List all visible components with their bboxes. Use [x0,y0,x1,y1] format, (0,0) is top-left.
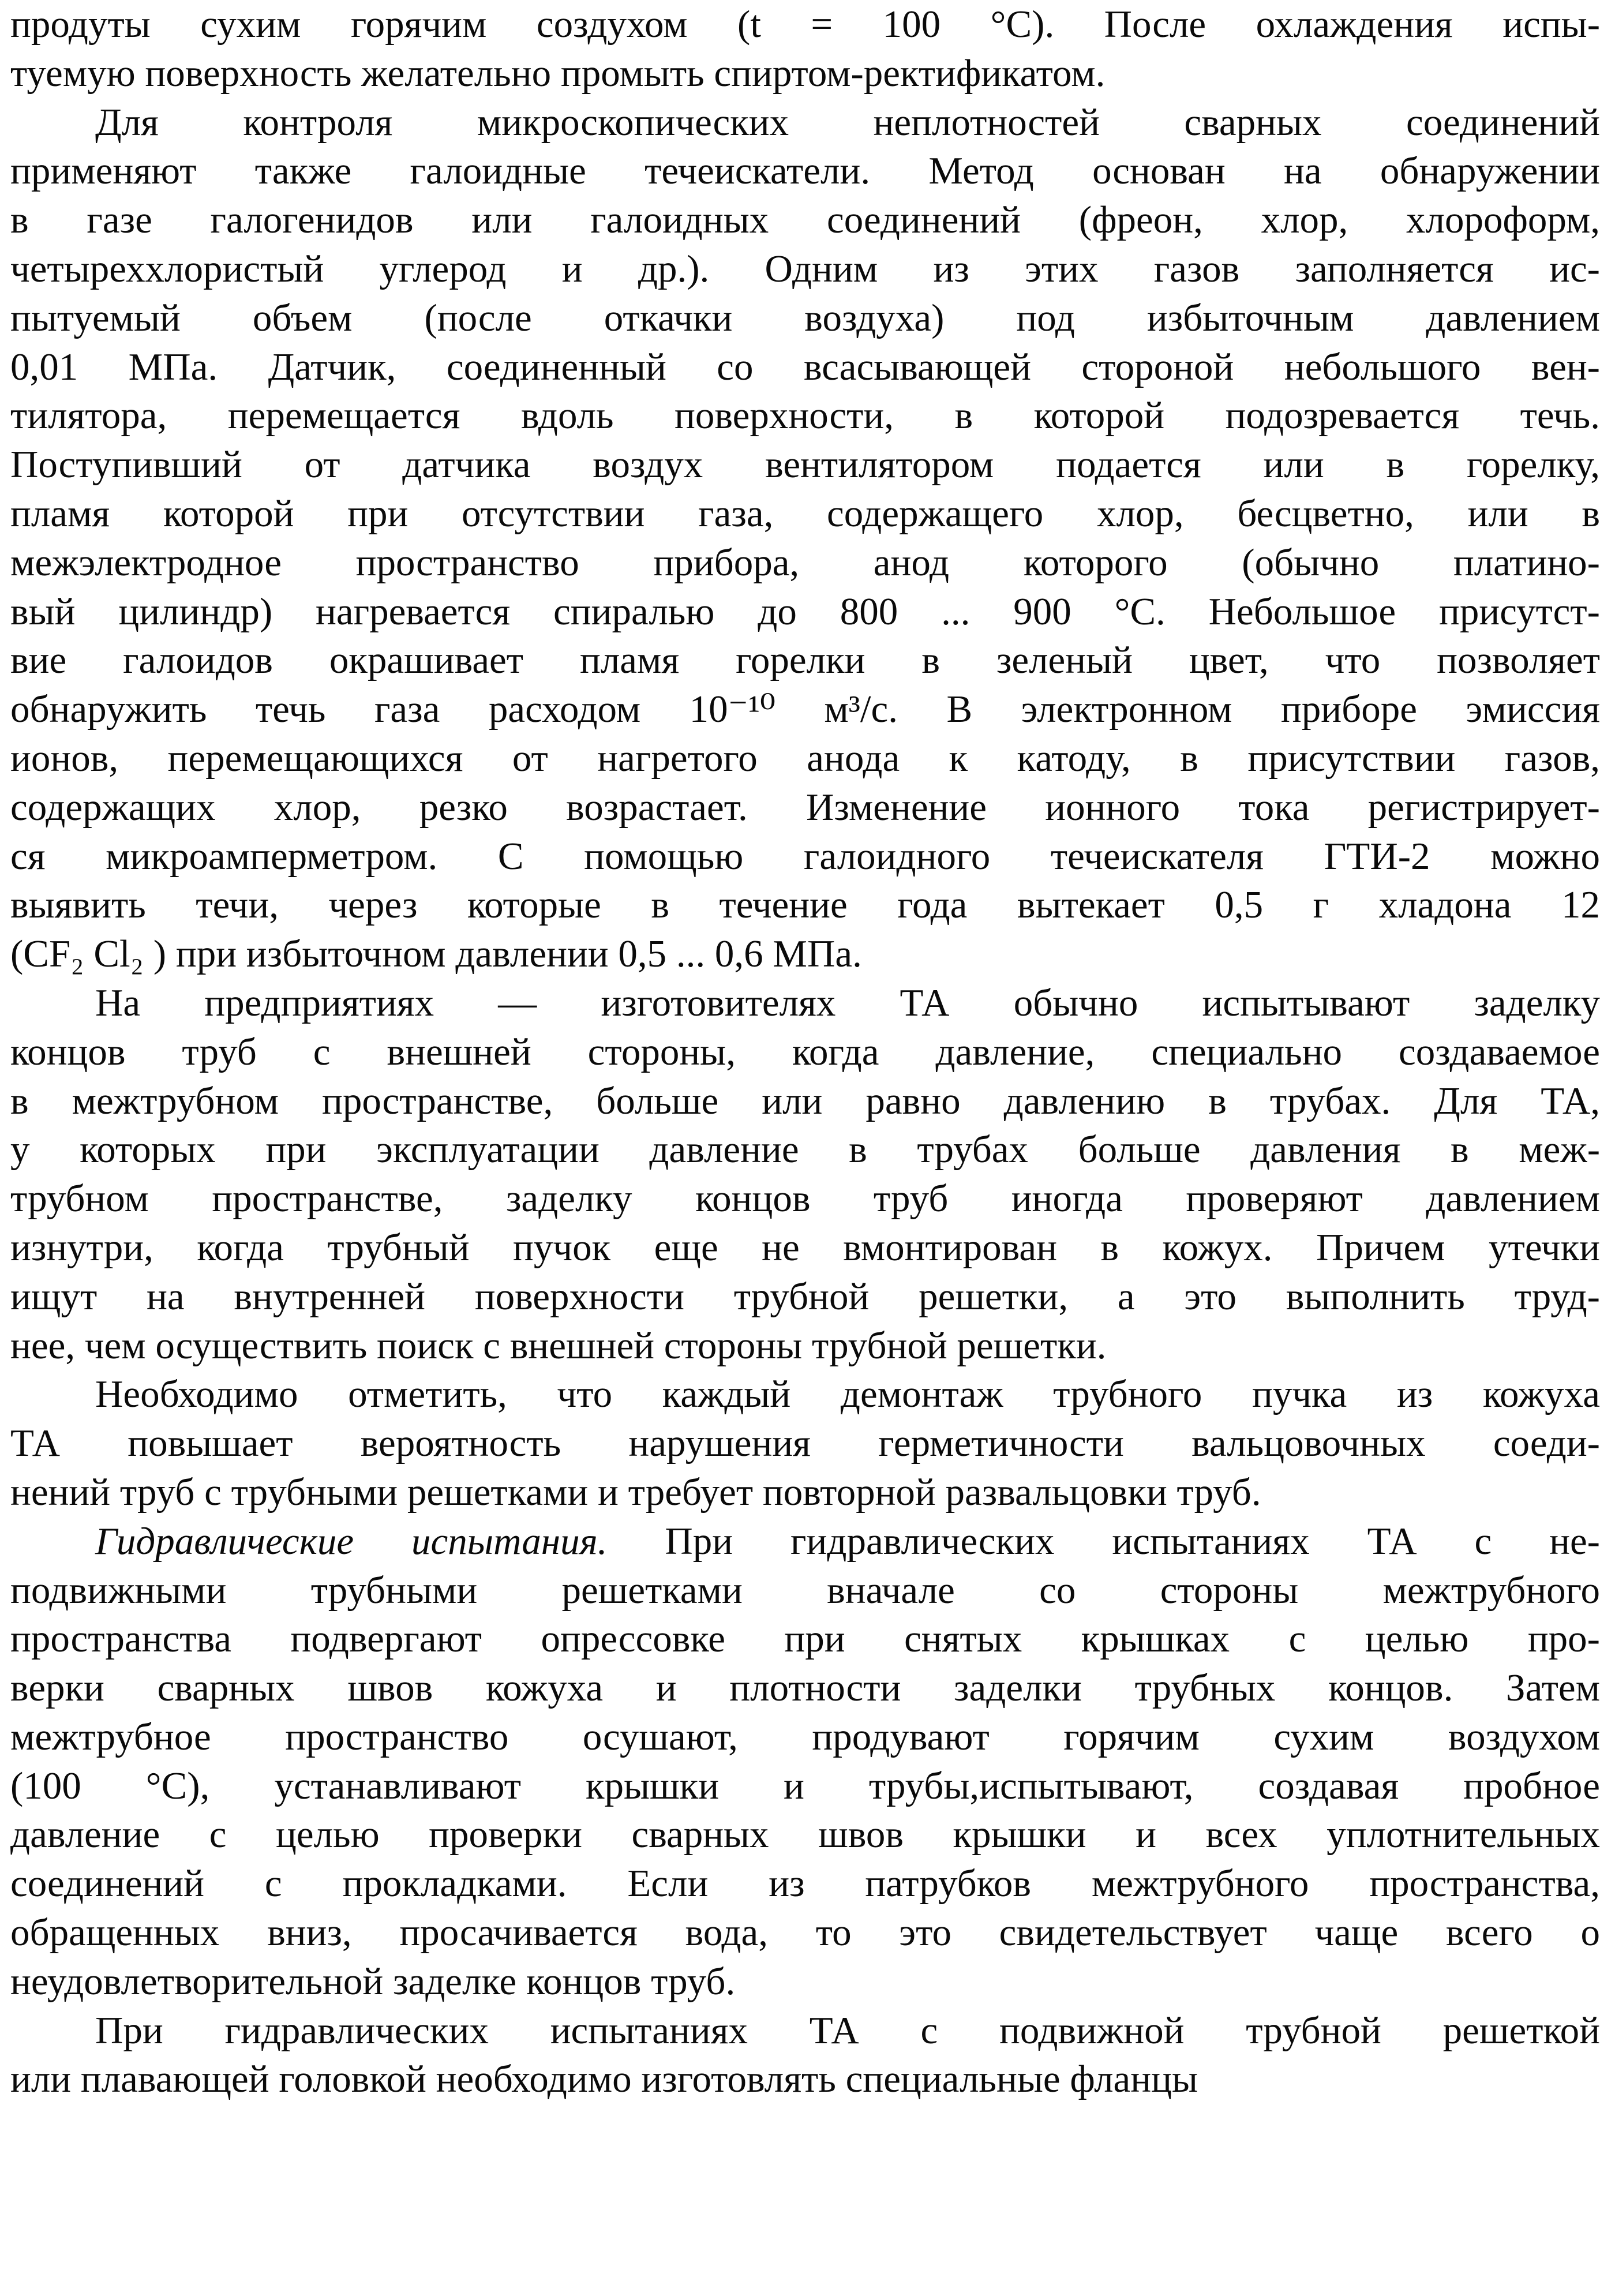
text-line [10,0,1600,49]
paragraph [10,1517,1600,2006]
text-line [10,489,1600,538]
text-line [10,2006,1600,2055]
line-text: (100 °С), устанавливают крышки и трубы,испытывают, создавая пробное [10,1764,1600,1807]
paragraph [10,1370,1600,1516]
line-text: вый цилиндр) нагревается спиралью до 800 ... 900 °С. Небольшое присутст- [10,590,1600,633]
text-line [10,685,1600,734]
line-text: изнутри, когда трубный пучок еще не вмонтирован в кожух. Причем утечки [10,1226,1600,1269]
line-text: давление с целью проверки сварных швов крышки и всех уплотнительных [10,1813,1600,1856]
line-text: подвижными трубными решетками вначале со стороны межтрубного [10,1568,1600,1612]
line-text: или плавающей головкой необходимо изготовлять специальные фланцы [10,2058,1198,2101]
line-text: нений труб с трубными решетками и требует повторной развальцовки труб. [10,1470,1261,1514]
paragraph [10,98,1600,979]
text-line [10,1125,1600,1174]
text-line [10,245,1600,294]
line-text: пламя которой при отсутствии газа, содержащего хлор, бесцветно, или в [10,492,1600,535]
section-run-in-heading: Гидравлические испытания. [95,1519,608,1563]
line-text: продуты сухим горячим создухом (t = 100 °С). После охлаждения испы- [10,3,1600,46]
text-line [10,440,1600,489]
text-line [10,1908,1600,1957]
text-line [10,1028,1600,1077]
line-text: 0,01 МПа. Датчик, соединенный со всасывающей стороной небольшого вен- [10,345,1600,388]
line-text: ищут на внутренней поверхности трубной решетки, а это выполнить труд- [10,1275,1600,1318]
line-text: Для контроля микроскопических неплотностей сварных соединений [95,100,1600,144]
line-text: пространства подвергают опрессовке при снятых крышках с целью про- [10,1617,1600,1661]
line-text: вие галоидов окрашивает пламя горелки в зеленый цвет, что позволяет [10,639,1600,682]
line-text: обращенных вниз, просачивается вода, то это свидетельствует чаще всего о [10,1911,1600,1954]
line-text: четыреххлористый углерод и др.). Одним из этих газов заполняется ис- [10,247,1600,290]
line-text: межтрубное пространство осушают, продувают горячим сухим воздухом [10,1715,1600,1758]
line-text: тилятора, перемещается вдоль поверхности, в которой подозревается течь. [10,394,1600,437]
text-line [10,294,1600,343]
text-line [10,1174,1600,1223]
line-text: в газе галогенидов или галоидных соединений (фреон, хлор, хлороформ, [10,198,1600,242]
line-text: ТА повышает вероятность нарушения герметичности вальцовочных соеди- [10,1422,1600,1465]
text-line [10,587,1600,636]
line-text: у которых при эксплуатации давление в трубах больше давления в меж- [10,1128,1600,1171]
text-line [10,1762,1600,1811]
line-text: применяют также галоидные течеискатели. Метод основан на обнаружении [10,149,1600,193]
line-text: ся микроамперметром. С помощью галоидного течеискателя ГТИ-2 можно [10,834,1600,878]
line-text: нее, чем осуществить поиск с внешней стороны трубной решетки. [10,1324,1107,1367]
line-text: обнаружить течь газа расходом 10⁻¹⁰ м³/с. В электронном приборе эмиссия [10,688,1600,731]
text-line [10,1272,1600,1321]
text-line [10,1713,1600,1762]
text-line [10,979,1600,1028]
line-text: пытуемый объем (после откачки воздуха) под избыточным давлением [10,296,1600,339]
text-line [10,930,1600,979]
text-line [10,1370,1600,1419]
text-line [10,734,1600,783]
text-line [10,391,1600,440]
line-text: (CF₂ Cl₂ ) при избыточном давлении 0,5 ... 0,6 МПа. [10,932,862,976]
line-text: При гидравлических испытаниях ТА с подвижной трубной решеткой [95,2009,1600,2052]
text-line [10,783,1600,832]
text-line [10,1957,1600,2006]
text-line [10,1566,1600,1615]
line-text: туемую поверхность желательно промыть спиртом-ректификатом. [10,51,1106,95]
line-text: выявить течи, через которые в течение года вытекает 0,5 г хладона 12 [10,883,1600,927]
text-line [10,49,1600,98]
body-text [10,0,1600,2104]
text-line [10,636,1600,685]
line-text: межэлектродное пространство прибора, анод которого (обычно платино- [10,541,1600,584]
text-line [10,881,1600,930]
text-line [10,1077,1600,1126]
line-text: неудовлетворительной заделке концов труб. [10,1960,736,2003]
text-line [10,1517,1600,1566]
line-text: соединений с прокладками. Если из патрубков межтрубного пространства, [10,1862,1600,1905]
text-line [10,98,1600,147]
line-text: верки сварных швов кожуха и плотности заделки трубных концов. Затем [10,1666,1600,1710]
line-text: Необходимо отметить, что каждый демонтаж трубного пучка из кожуха [95,1373,1600,1416]
text-line [10,1223,1600,1272]
paragraph [10,0,1600,98]
text-line [10,343,1600,392]
paragraph [10,2006,1600,2104]
text-line [10,1810,1600,1859]
line-text: ионов, перемещающихся от нагретого анода к катоду, в присутствии газов, [10,736,1600,780]
line-text: При гидравлических испытаниях ТА с не- [607,1519,1600,1563]
paragraph [10,979,1600,1370]
line-text: Поступивший от датчика воздух вентилятором подается или в горелку, [10,443,1600,486]
text-line [10,1419,1600,1468]
text-line [10,196,1600,245]
text-line [10,1664,1600,1713]
line-text: концов труб с внешней стороны, когда давление, специально создаваемое [10,1030,1600,1073]
text-line [10,1615,1600,1664]
text-line [10,1859,1600,1908]
line-text: трубном пространстве, заделку концов труб иногда проверяют давлением [10,1177,1600,1220]
line-text: содержащих хлор, резко возрастает. Изменение ионного тока регистрирует- [10,785,1600,829]
text-line [10,2055,1600,2104]
text-line [10,1321,1600,1370]
text-line [10,832,1600,881]
line-text: На предприятиях — изготовителях ТА обычно испытывают заделку [95,981,1600,1024]
line-text: в межтрубном пространстве, больше или равно давлению в трубах. Для ТА, [10,1079,1600,1122]
text-line [10,1468,1600,1517]
text-line [10,538,1600,587]
text-line [10,147,1600,196]
